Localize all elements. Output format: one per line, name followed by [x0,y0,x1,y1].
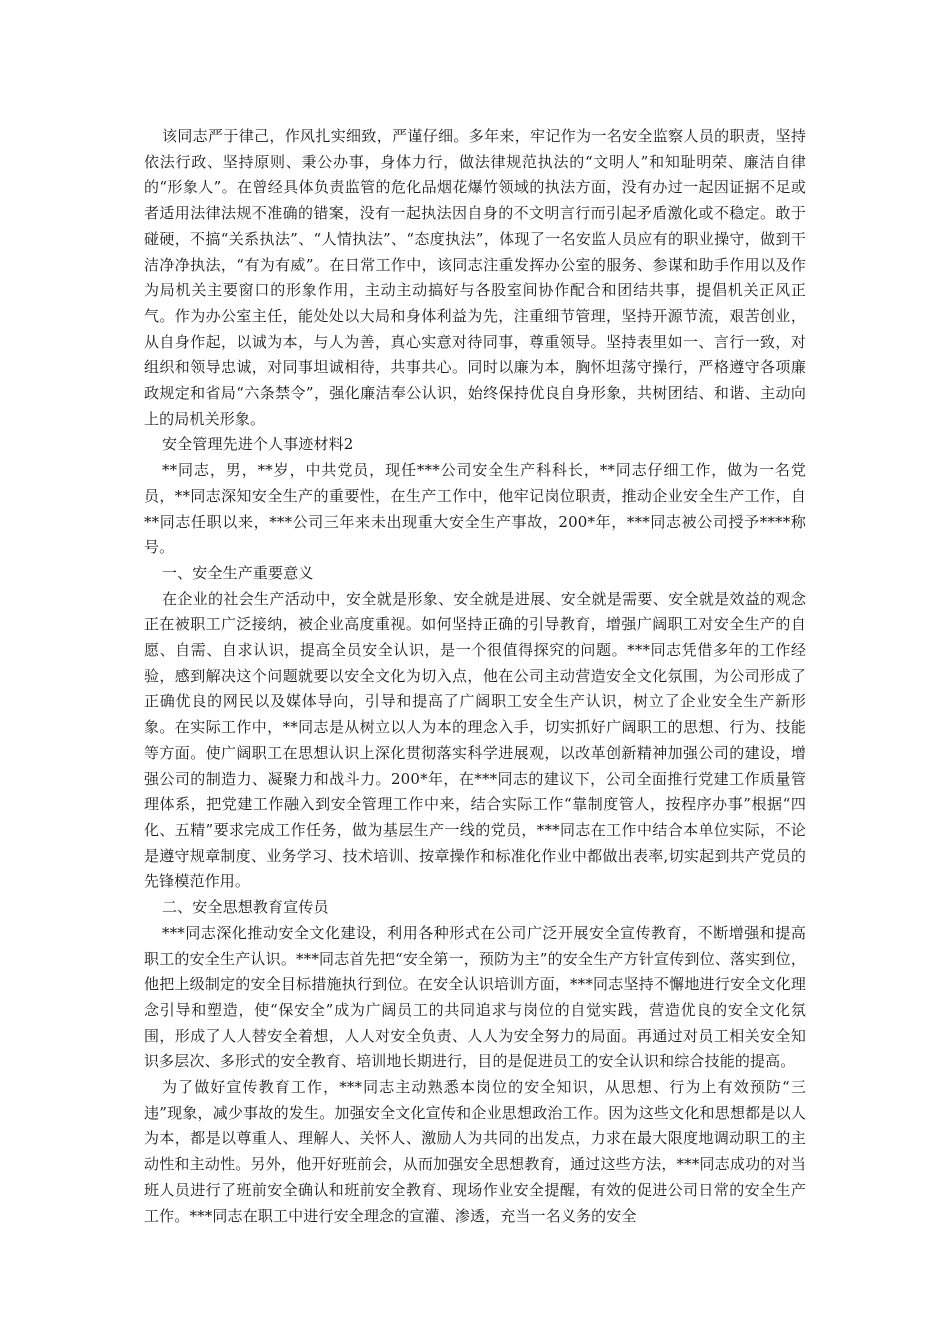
paragraph-5: 为了做好宣传教育工作，***同志主动熟悉本岗位的安全知识，从思想、行为上有效预防“三违”现象，减少事故的发生。加强安全文化宣传和企业思想政治工作。因为这些文化和思想都是以人为本，都是以尊重人、理解人、关怀人、激励人为共同的出发点，力求在最大限度地调动职工的主动性和主动性。另外，他开好班前会，从而加强安全思想教育，通过这些方法，***同志成功的对当班人员进行了班前安全确认和班前安全教育、现场作业安全提醒，有效的促进公司日常的安全生产工作。***同志在职工中进行安全理念的宣灌、渗透，充当一名义务的安全 [144,1078,806,1225]
section-heading-1: 一、安全生产重要意义 [162,563,314,582]
document-body [144,124,806,1229]
paragraph-2: **同志，男，**岁，中共党员，现任***公司安全生产科科长，**同志仔细工作，做为一名党员，**同志深知安全生产的重要性，在生产工作中，他牢记岗位职责，推动企业安全生产工作，自**同志任职以来，***公司三年来未出现重大安全生产事故，200*年，***同志被公司授予****称号。 [144,461,806,557]
paragraph-1: 该同志严于律己，作风扎实细致，严谨仔细。多年来，牢记作为一名安全监察人员的职责，坚持依法行政、坚持原则、秉公办事，身体力行，做法律规范执法的“文明人”和知耻明荣、廉洁自律的“形象人”。在曾经具体负责监管的危化品烟花爆竹领域的执法方面，没有办过一起因证据不足或者适用法律法规不准确的错案，没有一起执法因自身的不文明言行而引起矛盾激化或不稳定。敢于碰硬，不搞“关系执法”、“人情执法”、“态度执法”，体现了一名安监人员应有的职业操守，做到干洁净净执法，“有为有威”。在日常工作中，该同志注重发挥办公室的服务、参谋和助手作用以及作为局机关主要窗口的形象作用，主动主动搞好与各股室间协作配合和团结共事，提倡机关正风正气。作为办公室主任，能处处以大局和身体利益为先，注重细节管理，坚持开源节流，艰苦创业，从自身作起，以诚为本，与人为善，真心实意对待同事，尊重领导。坚持表里如一、言行一致，对组织和领导忠诚，对同事坦诚相待，共事共心。同时以廉为本，胸怀坦荡守操行，严格遵守各项廉政规定和省局“六条禁令”，强化廉洁奉公认识，始终保持优良自身形象，共树团结、和谐、主动向上的局机关形象。 [144,127,806,428]
paragraph-4: ***同志深化推动安全文化建设，利用各种形式在公司广泛开展安全宣传教育，不断增强和提高职工的安全生产认识。***同志首先把“安全第一，预防为主”的安全生产方针宣传到位、落实到位，他把上级制定的安全目标措施执行到位。在安全认识培训方面，***同志坚持不懈地进行安全文化理念引导和塑造，使“保安全”成为广阔员工的共同追求与岗位的自觉实践，营造优良的安全文化氛围，形成了人人替安全着想，人人对安全负责、人人为安全努力的局面。再通过对员工相关安全知识多层次、多形式的安全教育、培训地长期进行，目的是促进员工的安全认识和综合技能的提高。 [144,923,806,1071]
paragraph-3: 在企业的社会生产活动中，安全就是形象、安全就是进展、安全就是需要、安全就是效益的观念正在被职工广泛接纳，被企业高度重视。如何坚持正确的引导教育，增强广阔职工对安全生产的自愿、自需、自求认识，提高全员安全认识，是一个很值得探究的问题。***同志凭借多年的工作经验，感到解决这个问题就要以安全文化为切入点，他在公司主动营造安全文化氛围，为公司形成了正确优良的网民以及媒体导向，引导和提高了广阔职工安全生产认识，树立了企业安全生产新形象。在实际工作中，**同志是从树立以人为本的理念入手，切实抓好广阔职工的思想、行为、技能等方面。使广阔职工在思想认识上深化贯彻落实科学进展观，以改革创新精神加强公司的建设，增强公司的制造力、凝聚力和战斗力。200*年，在***同志的建议下，公司全面推行党建工作质量管理体系，把党建工作融入到安全管理工作中来，结合实际工作“靠制度管人，按程序办事”根据“四化、五精”要求完成工作任务，做为基层生产一线的党员，***同志在工作中结合本单位实际，不论是遵守规章制度、业务学习、技术培训、按章操作和标准化作业中都做出表率,切实起到共产党员的先锋模范作用。 [144,589,806,891]
section-title-material-2: 安全管理先进个人事迹材料2 [162,435,354,454]
section-heading-2: 二、安全思想教育宣传员 [162,898,329,917]
